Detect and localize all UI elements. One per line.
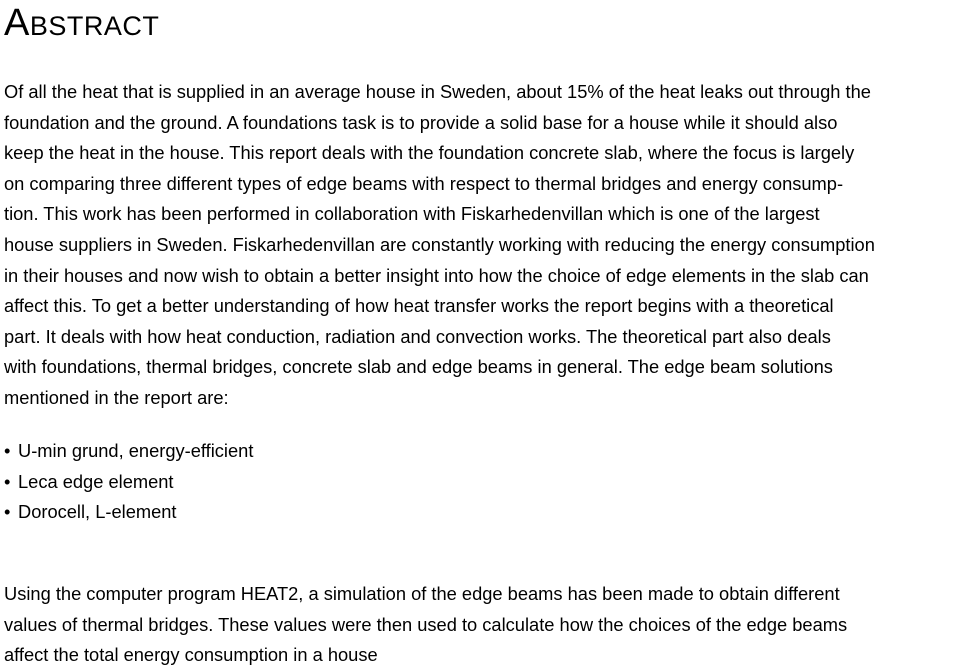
list-item bbox=[4, 497, 253, 528]
paragraph-line: keep the heat in the house. This report deals with the foundation concrete slab, where the focus is largely bbox=[4, 142, 855, 164]
paragraph-line: house suppliers in Sweden. Fiskarhedenvillan are constantly working with reducing the energy consumption bbox=[4, 233, 875, 255]
paragraph-line: on comparing three different types of edge beams with respect to thermal bridges and energy consump- bbox=[4, 172, 844, 194]
bullet-icon: • bbox=[4, 440, 11, 461]
paragraph-line: affect this. To get a better understanding of how heat transfer works the report begins with a theoretical bbox=[4, 295, 834, 317]
bullet-icon: • bbox=[4, 470, 11, 492]
paragraph-line: foundation and the ground. A foundations task is to provide a solid base for a house while it should also bbox=[4, 111, 838, 133]
abstract-paragraph bbox=[4, 77, 875, 414]
list-item-text: U-min grund, energy-efficient bbox=[18, 440, 254, 461]
paragraph-line: Using the computer program HEAT2, a simulation of the edge beams has been made to obtain different bbox=[4, 583, 840, 604]
paragraph-line: affect the total energy consumption in a house bbox=[4, 644, 378, 666]
list-item bbox=[4, 467, 253, 498]
paragraph-line: in their houses and now wish to obtain a better insight into how the choice of edge elements in the slab can bbox=[4, 264, 869, 286]
paragraph-line: part. It deals with how heat conduction, radiation and convection works. The theoretical part also deals bbox=[4, 325, 831, 347]
closing-paragraph bbox=[4, 579, 847, 671]
list-item-text: Leca edge element bbox=[18, 470, 174, 492]
section-title: Abstract bbox=[4, 2, 160, 44]
paragraph-line: mentioned in the report are: bbox=[4, 386, 229, 408]
paragraph-line: tion. This work has been performed in collaboration with Fiskarhedenvillan which is one of the largest bbox=[4, 203, 820, 225]
paragraph-line: with foundations, thermal bridges, concrete slab and edge beams in general. The edge beam solutions bbox=[4, 356, 833, 378]
bullet-icon: • bbox=[4, 501, 11, 523]
paragraph-line: Of all the heat that is supplied in an average house in Sweden, about 15% of the heat leaks out through the bbox=[4, 81, 871, 102]
edge-beam-solutions-list bbox=[4, 436, 253, 528]
list-item-text: Dorocell, L-element bbox=[18, 501, 177, 523]
list-item bbox=[4, 436, 253, 467]
document-page bbox=[4, 0, 958, 666]
paragraph-line: values of thermal bridges. These values were then used to calculate how the choices of the edge beams bbox=[4, 613, 848, 635]
